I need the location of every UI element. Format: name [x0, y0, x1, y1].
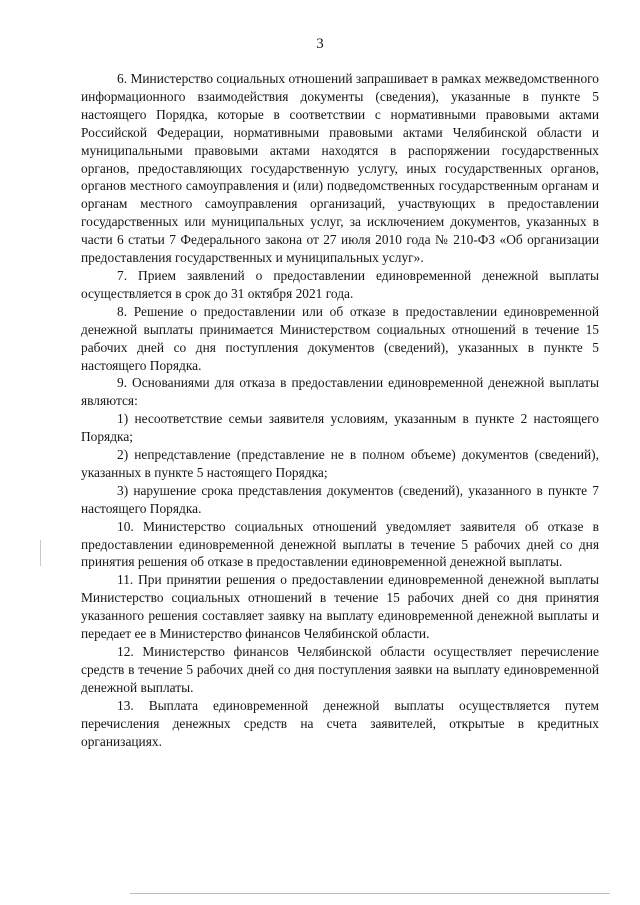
paragraph-10: 10. Министерство социальных отношений уведомляет заявителя об отказе в предоставлении единовременной денежной выплаты в течение 5 рабочих дней со дня принятия решения об отказе в предоставлении единовременной денежной выплаты.	[81, 518, 599, 570]
paragraph-9-item-2: 2) непредставление (представление не в полном объеме) документов (сведений), указанных в пункте 5 настоящего Порядка;	[81, 447, 599, 480]
scan-artifact-mark	[40, 540, 41, 566]
page-number: 3	[316, 36, 324, 52]
bottom-scan-line	[130, 893, 610, 894]
paragraph-12: 12. Министерство финансов Челябинской области осуществляет перечисление средств в течение 5 рабочих дней со дня поступления заявки на выплату единовременной денежной выплаты.	[81, 644, 599, 695]
paragraph-8: 8. Решение о предоставлении или об отказе в предоставлении единовременной денежной выплаты принимается Министерством социальных отношений в течение 15 рабочих дней со дня поступления документов (сведений), указанных в пункте 5 настоящего Порядка.	[81, 303, 599, 373]
paragraph-9-item-1: 1) несоответствие семьи заявителя условиям, указанным в пункте 2 настоящего Порядка;	[81, 411, 599, 445]
paragraph-7: 7. Прием заявлений о предоставлении единовременной денежной выплаты осуществляется в срок до 31 октября 2021 года.	[81, 267, 599, 301]
paragraph-6: 6. Министерство социальных отношений запрашивает в рамках межведомственного информационного взаимодействия документы (сведения), указанные в пункте 5 настоящего Порядка, которые в соответствии с нормативными правовыми актами Российской Федерации, нормативными правовыми актами Челябинской области и муниципальными правовыми актами находятся в распоряжении государственных органов, предоставляющих государственную услугу, иных государственных органов, органов местного самоуправления и (или) подведомственных государственным органам и органам местного самоуправления организаций, участвующих в предоставлении государственных или муниципальных услуг, за исключением документов, указанных в части 6 статьи 7 Федерального закона от 27 июля 2010 года № 210-ФЗ «Об организации предоставления государственных и муниципальных услуг».	[81, 71, 599, 266]
paragraph-9: 9. Основаниями для отказа в предоставлении единовременной денежной выплаты являются:	[81, 375, 599, 409]
document-body	[81, 70, 599, 750]
paragraph-11: 11. При принятии решения о предоставлении единовременной денежной выплаты Министерство социальных отношений в течение 15 рабочих дней со дня принятия указанного решения составляет заявку на выплату единовременной денежной выплаты и передает ее в Министерство финансов Челябинской области.	[81, 572, 599, 642]
paragraph-9-item-3: 3) нарушение срока представления документов (сведений), указанного в пункте 7 настоящего Порядка.	[81, 482, 599, 516]
paragraph-13: 13. Выплата единовременной денежной выплаты осуществляется путем перечисления денежных средств на счета заявителей, открытые в кредитных организациях.	[81, 697, 599, 749]
